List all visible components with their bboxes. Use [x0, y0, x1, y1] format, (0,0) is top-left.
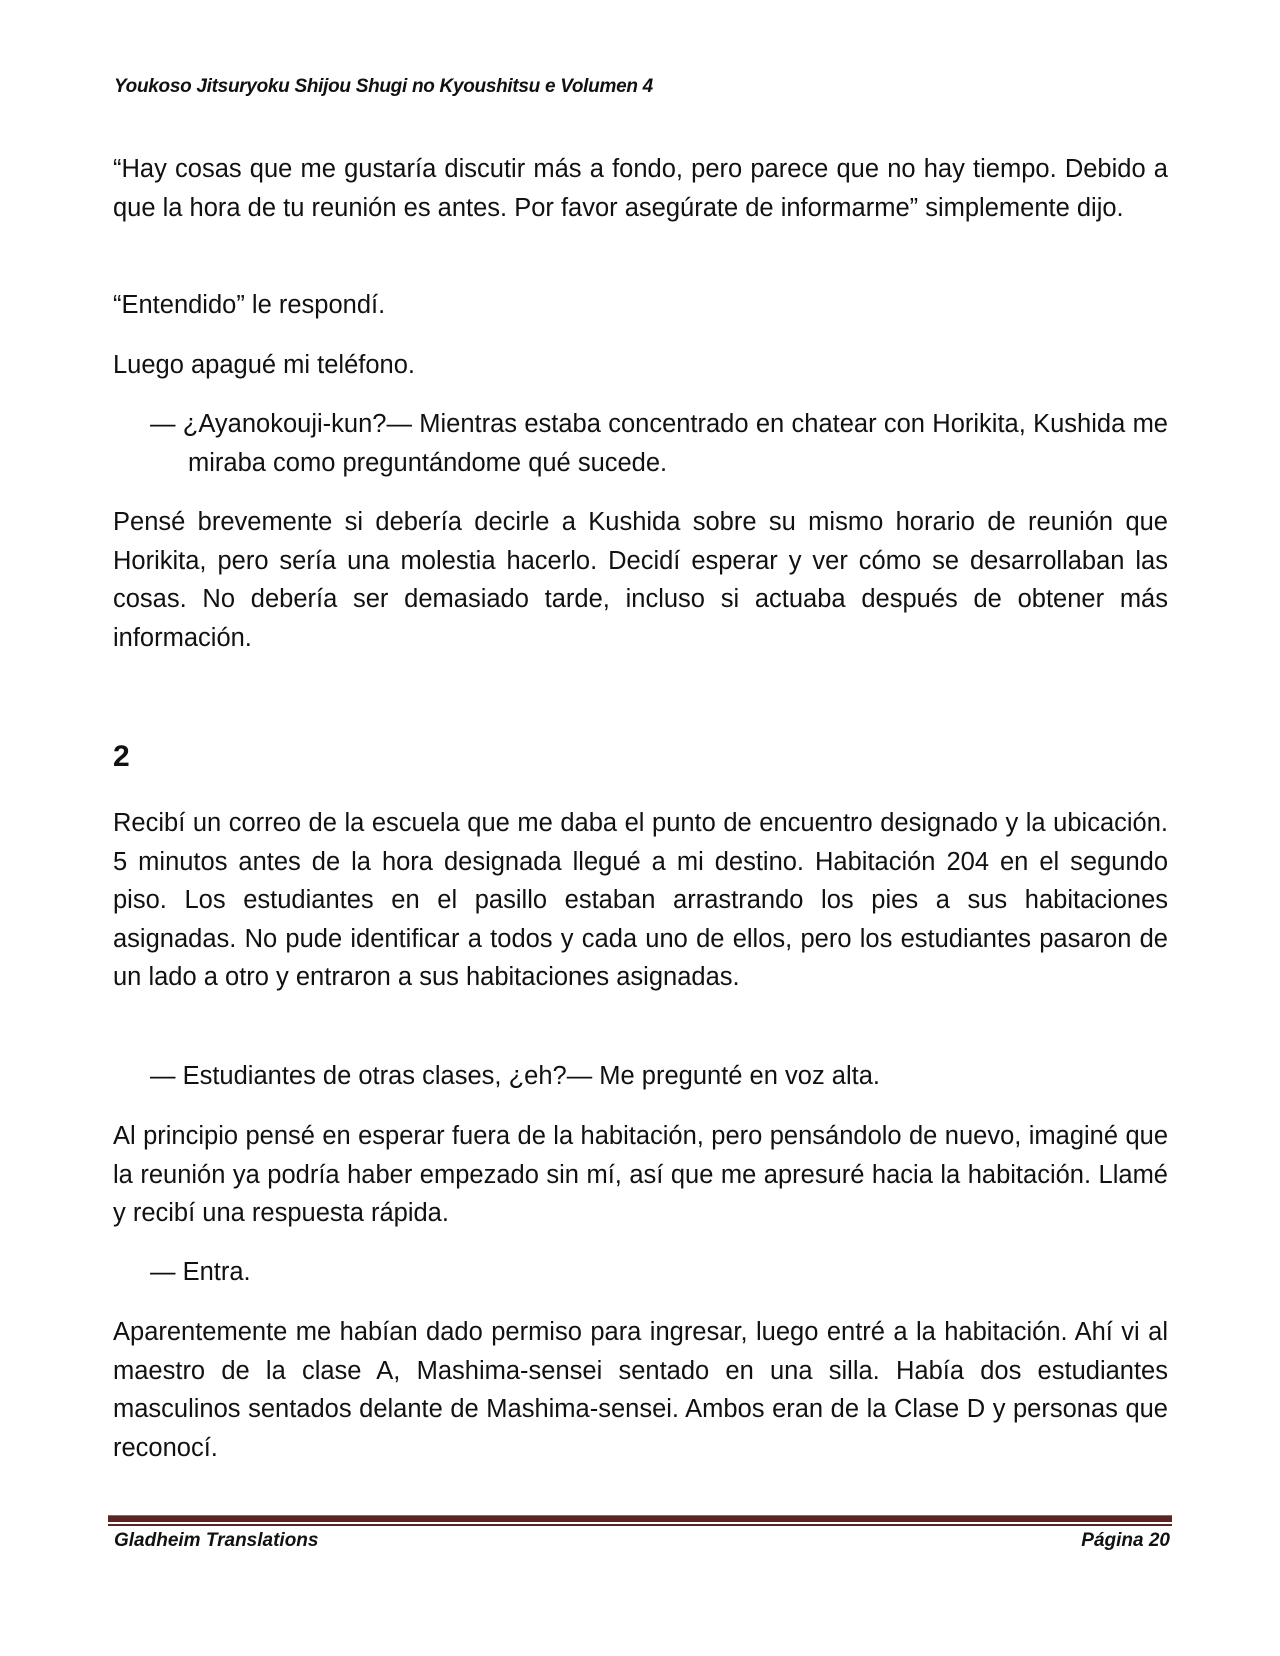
paragraph: Pensé brevemente si debería decirle a Kushida sobre su mismo horario de reunión que Horikita, pero sería una molestia hacerlo. Decidí esperar y ver cómo se desarrollaban las cosas. No debería ser demasiado tarde, incluso si actuaba después de obtener más información. [113, 508, 1168, 652]
paragraph: “Entendido” le respondí. [113, 291, 386, 319]
dialogue-line: — Estudiantes de otras clases, ¿eh?— Me pregunté en voz alta. [150, 1062, 880, 1090]
paragraph: Recibí un correo de la escuela que me daba el punto de encuentro designado y la ubicación. 5 minutos antes de la hora designada llegué a mi destino. Habitación 204 en el segundo piso. Los estudiantes en el pasillo estaban arrastrando los pies a sus habitaciones asignadas. No pude identificar a todos y cada uno de ellos, pero los estudiantes pasaron de un lado a otro y entraron a sus habitaciones asignadas. [113, 809, 1168, 992]
paragraph: Luego apagué mi teléfono. [113, 351, 415, 379]
footer-rule [108, 1515, 1172, 1522]
footer-page-number: Página 20 [1081, 1530, 1170, 1551]
dialogue-line: — ¿Ayanokouji-kun?— Mientras estaba concentrado en chatear con Horikita, Kushida me miraba como preguntándome qué sucede. [150, 410, 1168, 477]
paragraph: Al principio pensé en esperar fuera de la habitación, pero pensándolo de nuevo, imaginé que la reunión ya podría haber empezado sin mí, así que me apresuré hacia la habitación. Llamé y recibí una respuesta rápida. [113, 1122, 1168, 1228]
section-heading: 2 [113, 740, 130, 773]
dialogue-line: — Entra. [150, 1258, 251, 1286]
footer-publisher: Gladheim Translations [114, 1530, 319, 1551]
paragraph: “Hay cosas que me gustaría discutir más a fondo, pero parece que no hay tiempo. Debido a que la hora de tu reunión es antes. Por favor asegúrate de informarme” simplemente dijo. [113, 155, 1168, 222]
footer-rule-thin [108, 1524, 1172, 1526]
running-header: Youkoso Jitsuryoku Shijou Shugi no Kyoushitsu e Volumen 4 [114, 76, 653, 97]
paragraph: Aparentemente me habían dado permiso para ingresar, luego entré a la habitación. Ahí vi al maestro de la clase A, Mashima-sensei sentado en una silla. Había dos estudiantes masculinos sentados delante de Mashima-sensei. Ambos eran de la Clase D y personas que reconocí. [113, 1318, 1168, 1462]
